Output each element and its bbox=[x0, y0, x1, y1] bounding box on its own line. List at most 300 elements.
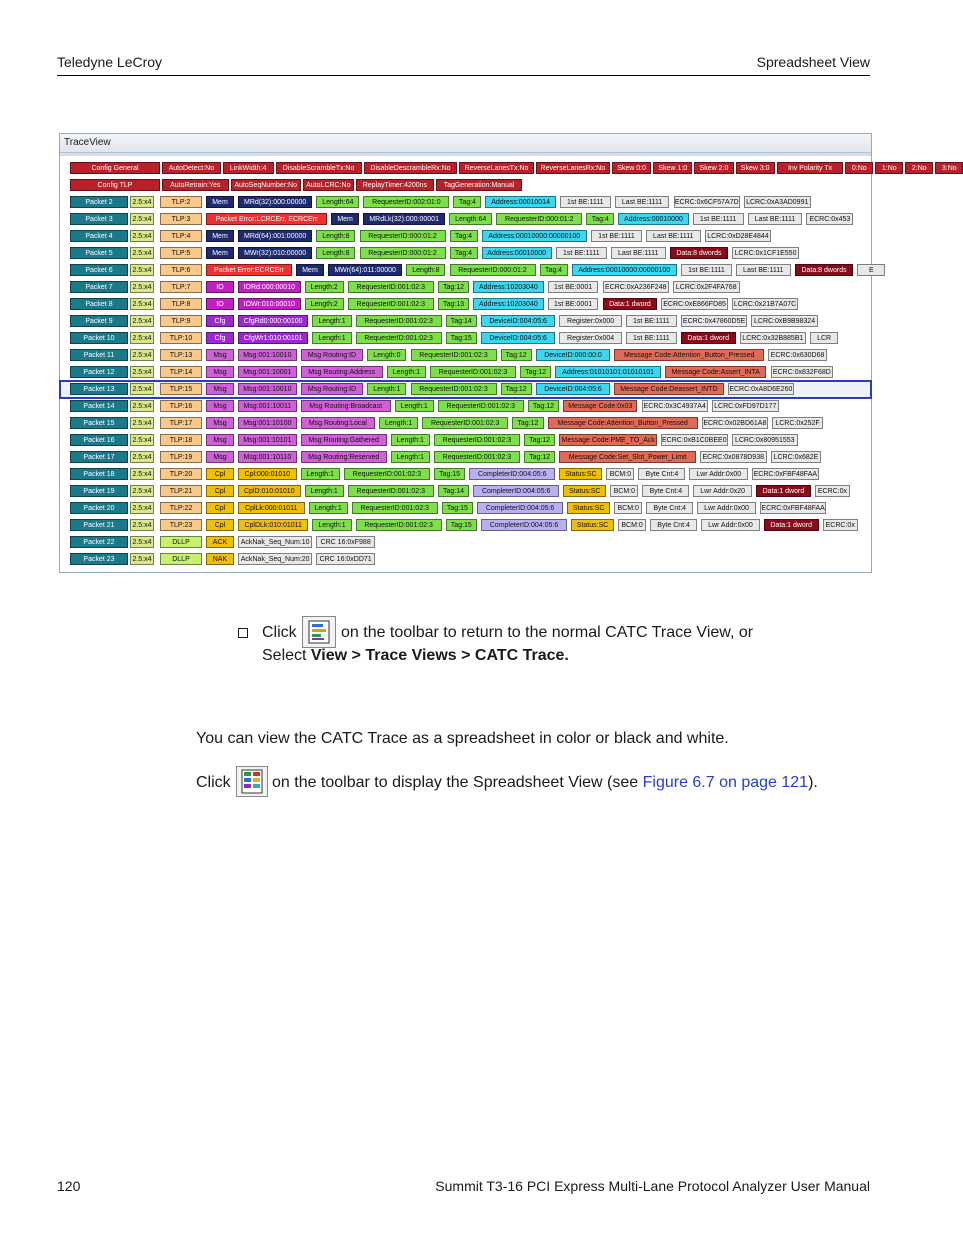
packet-type: TLP:7 bbox=[160, 281, 202, 293]
packet-field: Address:00010000 bbox=[482, 247, 552, 259]
packet-field: Tag:14 bbox=[438, 485, 469, 497]
config-cell: ReverseLanesRx:No bbox=[536, 162, 610, 174]
header-right: Spreadsheet View bbox=[756, 54, 870, 70]
packet-field: Tag:15 bbox=[434, 468, 465, 480]
packet-field: BCM:0 bbox=[614, 502, 642, 514]
body-para-2-text bbox=[272, 772, 818, 794]
packet-field: Byte Cnt:4 bbox=[650, 519, 697, 531]
packet-field: LCRC:0x80951553 bbox=[732, 434, 799, 446]
packet-field: CompleterID:004:05:6 bbox=[469, 468, 555, 480]
packet-field: AckNak_Seq_Num:10 bbox=[238, 536, 312, 548]
config-row[interactable] bbox=[60, 177, 871, 194]
packet-field: Msg bbox=[206, 349, 234, 361]
packet-field: Msg:001:10100 bbox=[238, 417, 297, 429]
packet-field: ACK bbox=[206, 536, 234, 548]
packet-field: Tag:12 bbox=[438, 281, 469, 293]
packet-speed: 2.5:x4 bbox=[130, 332, 154, 344]
packet-speed: 2.5:x4 bbox=[130, 400, 154, 412]
packet-field: DeviceID:004:05:6 bbox=[481, 332, 555, 344]
config-cell: 1:No bbox=[875, 162, 903, 174]
packet-type: TLP:4 bbox=[160, 230, 202, 242]
packet-row[interactable] bbox=[60, 296, 871, 313]
packet-speed: 2.5:x4 bbox=[130, 264, 154, 276]
config-cell: Skew 0:0 bbox=[612, 162, 651, 174]
packet-field: RequesterID:001:02:3 bbox=[411, 383, 497, 395]
packet-field: ECRC:0x bbox=[815, 485, 850, 497]
packet-field: Length:8 bbox=[316, 247, 355, 259]
packet-row[interactable] bbox=[60, 449, 871, 466]
packet-row[interactable] bbox=[60, 432, 871, 449]
packet-type: TLP:2 bbox=[160, 196, 202, 208]
packet-field: Mem bbox=[206, 230, 234, 242]
packet-type: TLP:17 bbox=[160, 417, 202, 429]
packet-field: Data:8 dwords bbox=[670, 247, 729, 259]
packet-field: Length:1 bbox=[305, 485, 344, 497]
packet-field: Tag:14 bbox=[446, 315, 477, 327]
packet-field: CRC 16:0xDD71 bbox=[316, 553, 375, 565]
packet-number: Packet 16 bbox=[70, 434, 128, 446]
packet-field: Tag:12 bbox=[501, 349, 532, 361]
packet-field: IORd:000:00010 bbox=[238, 281, 301, 293]
packet-field: Address:00010000:00000100 bbox=[572, 264, 678, 276]
packet-field: Msg Routing:Reserved bbox=[301, 451, 387, 463]
packet-field: RequesterID:001:02:3 bbox=[356, 332, 442, 344]
packet-type: TLP:6 bbox=[160, 264, 202, 276]
packet-number: Packet 22 bbox=[70, 536, 128, 548]
packet-field: BCM:0 bbox=[606, 468, 634, 480]
step-select: Select bbox=[262, 647, 311, 664]
body-para-1: You can view the CATC Trace as a spreadsheet in color or black and white. bbox=[196, 730, 729, 747]
config-cell: Skew 3:0 bbox=[736, 162, 775, 174]
packet-row[interactable] bbox=[60, 398, 871, 415]
packet-field: AckNak_Seq_Num:20 bbox=[238, 553, 312, 565]
packet-field: Msg bbox=[206, 417, 234, 429]
packet-field: E bbox=[857, 264, 885, 276]
packet-type: TLP:13 bbox=[160, 349, 202, 361]
packet-type: TLP:18 bbox=[160, 434, 202, 446]
footer-title: Summit T3-16 PCI Express Multi-Lane Protocol Analyzer User Manual bbox=[435, 1178, 870, 1194]
packet-field: Length:1 bbox=[312, 519, 351, 531]
packet-field: Msg:001:10001 bbox=[238, 366, 297, 378]
packet-field: Lwr Addr:0x00 bbox=[701, 519, 760, 531]
spreadsheet-view-icon[interactable] bbox=[236, 766, 268, 797]
packet-field: Cpl bbox=[206, 502, 234, 514]
packet-field: Length:2 bbox=[305, 298, 344, 310]
packet-speed: 2.5:x4 bbox=[130, 230, 154, 242]
config-cell: LinkWidth:4 bbox=[223, 162, 274, 174]
packet-field: Msg bbox=[206, 366, 234, 378]
config-cell: AutoRetrain:Yes bbox=[162, 179, 229, 191]
footer-page-number: 120 bbox=[57, 1178, 81, 1194]
packet-field: Lwr Addr:0x20 bbox=[693, 485, 752, 497]
packet-field: LCRC:0xFD97D177 bbox=[712, 400, 779, 412]
packet-field: Register:0x004 bbox=[559, 332, 622, 344]
body-para-2-click: Click bbox=[196, 774, 231, 791]
packet-field: Packet Error:LCRCErr, ECRCErr bbox=[206, 213, 327, 225]
config-label: Config General bbox=[70, 162, 160, 174]
packet-speed: 2.5:x4 bbox=[130, 196, 154, 208]
packet-field: Address:10203040 bbox=[473, 281, 543, 293]
config-cell: 3:No bbox=[935, 162, 963, 174]
packet-field: RequesterID:001:02:3 bbox=[422, 417, 508, 429]
config-cell: DisableDescrambleRx:No bbox=[364, 162, 458, 174]
packet-type: TLP:21 bbox=[160, 485, 202, 497]
packet-field: RequesterID:001:02:3 bbox=[411, 349, 497, 361]
packet-field: Tag:12 bbox=[524, 451, 555, 463]
packet-field: Data:1 dword bbox=[756, 485, 811, 497]
packet-number: Packet 2 bbox=[70, 196, 128, 208]
config-cell: ReplayTimer:4200ns bbox=[356, 179, 434, 191]
packet-number: Packet 19 bbox=[70, 485, 128, 497]
packet-speed: 2.5:x4 bbox=[130, 417, 154, 429]
trace-grid bbox=[60, 156, 957, 572]
packet-field: Msg bbox=[206, 383, 234, 395]
packet-field: Message Code:Assert_INTA bbox=[665, 366, 767, 378]
packet-row[interactable] bbox=[60, 245, 871, 262]
packet-row[interactable] bbox=[60, 483, 871, 500]
packet-field: CompleterID:004:05:6 bbox=[477, 502, 563, 514]
packet-field: RequesterID:001:02:3 bbox=[348, 281, 434, 293]
packet-field: Length:64 bbox=[316, 196, 359, 208]
packet-field: Last BE:1111 bbox=[748, 213, 803, 225]
packet-type: TLP:10 bbox=[160, 332, 202, 344]
packet-field: 1st BE:1111 bbox=[556, 247, 607, 259]
packet-field: Data:8 dwords bbox=[795, 264, 854, 276]
packet-field: IO bbox=[206, 298, 234, 310]
packet-field: Byte Cnt:4 bbox=[646, 502, 693, 514]
packet-field: Status:SC bbox=[559, 468, 602, 480]
packet-field: Msg Routing:Broadcast bbox=[301, 400, 391, 412]
packet-number: Packet 13 bbox=[70, 383, 128, 395]
packet-field: Message Code:Set_Slot_Power_Limit bbox=[559, 451, 696, 463]
packet-field: Status:SC bbox=[563, 485, 606, 497]
config-cell: Skew 2:0 bbox=[694, 162, 733, 174]
packet-field: Message Code:0x03 bbox=[563, 400, 637, 412]
packet-field: RequesterID:001:02:3 bbox=[434, 451, 520, 463]
packet-field: CRC 16:0xF988 bbox=[316, 536, 375, 548]
config-cell: 0:No bbox=[845, 162, 873, 174]
packet-number: Packet 20 bbox=[70, 502, 128, 514]
config-cell: AutoDetect:No bbox=[162, 162, 221, 174]
packet-field: Length:8 bbox=[316, 230, 355, 242]
packet-field: RequesterID:001:02:3 bbox=[352, 502, 438, 514]
packet-number: Packet 3 bbox=[70, 213, 128, 225]
packet-field: DeviceID:004:05:6 bbox=[481, 315, 555, 327]
packet-field: Length:1 bbox=[312, 315, 351, 327]
packet-field: Data:1 dword bbox=[764, 519, 819, 531]
packet-field: Length:1 bbox=[301, 468, 340, 480]
packet-field: Mem bbox=[331, 213, 359, 225]
packet-field: ECRC:0x bbox=[823, 519, 858, 531]
figure-link[interactable]: Figure 6.7 on page 121 bbox=[642, 774, 809, 791]
step-line2 bbox=[262, 645, 569, 667]
packet-row[interactable] bbox=[60, 262, 874, 279]
packet-row[interactable] bbox=[60, 415, 871, 432]
packet-speed: 2.5:x4 bbox=[130, 281, 154, 293]
packet-field: LCRC:0xD28E4844 bbox=[705, 230, 772, 242]
packet-field: Tag:12 bbox=[524, 434, 555, 446]
packet-field: RequesterID:000:01:2 bbox=[496, 213, 582, 225]
packet-speed: 2.5:x4 bbox=[130, 366, 154, 378]
packet-field: Length:64 bbox=[449, 213, 492, 225]
packet-speed: 2.5:x4 bbox=[130, 519, 154, 531]
packet-type: TLP:20 bbox=[160, 468, 202, 480]
packet-field: Mem bbox=[296, 264, 324, 276]
packet-type: TLP:22 bbox=[160, 502, 202, 514]
packet-field: Last BE:1111 bbox=[736, 264, 791, 276]
packet-field: Lwr Addr:0x00 bbox=[689, 468, 748, 480]
packet-row[interactable] bbox=[60, 534, 871, 551]
packet-field: Address:00010000:00000100 bbox=[482, 230, 588, 242]
packet-field: Mem bbox=[206, 247, 234, 259]
packet-row[interactable] bbox=[60, 551, 871, 568]
packet-type: TLP:16 bbox=[160, 400, 202, 412]
packet-field: Length:8 bbox=[406, 264, 445, 276]
packet-row[interactable] bbox=[60, 381, 871, 398]
packet-row[interactable] bbox=[60, 279, 871, 296]
packet-field: CompleterID:004:05:6 bbox=[481, 519, 567, 531]
packet-field: Last BE:1111 bbox=[646, 230, 701, 242]
packet-field: Tag:4 bbox=[586, 213, 614, 225]
config-cell: TagGeneration:Manual bbox=[436, 179, 522, 191]
packet-field: LCR bbox=[810, 332, 838, 344]
packet-field: Tag:12 bbox=[528, 400, 559, 412]
packet-field: ECRC:0x0878D938 bbox=[700, 451, 767, 463]
packet-row[interactable] bbox=[60, 517, 871, 534]
packet-field: Msg bbox=[206, 434, 234, 446]
packet-field: Packet Error:ECRCErr bbox=[206, 264, 292, 276]
packet-number: Packet 17 bbox=[70, 451, 128, 463]
packet-field: Tag:15 bbox=[446, 519, 477, 531]
packet-field: Length:1 bbox=[391, 451, 430, 463]
packet-field: ECRC:0xE866FD85 bbox=[661, 298, 728, 310]
packet-number: Packet 9 bbox=[70, 315, 128, 327]
packet-field: Msg:001:10101 bbox=[238, 434, 297, 446]
packet-field: RequesterID:001:02:3 bbox=[344, 468, 430, 480]
step-click: Click bbox=[262, 624, 297, 641]
packet-number: Packet 23 bbox=[70, 553, 128, 565]
packet-field: Tag:4 bbox=[450, 230, 478, 242]
packet-field: RequesterID:001:02:3 bbox=[438, 400, 524, 412]
config-cell: 2:No bbox=[905, 162, 933, 174]
packet-speed: 2.5:x4 bbox=[130, 383, 154, 395]
packet-field: CplLk:000:01011 bbox=[238, 502, 305, 514]
packet-field: LCRC:0xA3AD0991 bbox=[744, 196, 811, 208]
packet-type: TLP:8 bbox=[160, 298, 202, 310]
packet-number: Packet 7 bbox=[70, 281, 128, 293]
packet-field: Tag:4 bbox=[450, 247, 478, 259]
packet-field: ECRC:0x3C4937A4 bbox=[642, 400, 709, 412]
packet-field: ECRC:0x6CF57A7D bbox=[674, 196, 741, 208]
config-cell: Skew 1:0 bbox=[653, 162, 692, 174]
packet-field: Cpl bbox=[206, 468, 234, 480]
packet-field: CplD:010:01010 bbox=[238, 485, 301, 497]
packet-field: ECRC:0x453 bbox=[806, 213, 853, 225]
body-para-2-mid: on the toolbar to display the Spreadsheet View (see bbox=[272, 774, 643, 791]
packet-field: Msg:001:10010 bbox=[238, 349, 297, 361]
packet-field: 1st BE:1111 bbox=[681, 264, 732, 276]
bullet-checkbox bbox=[238, 628, 248, 638]
packet-field: Data:1 dword bbox=[681, 332, 736, 344]
packet-field: Last BE:1111 bbox=[611, 247, 666, 259]
packet-field: Length:1 bbox=[367, 383, 406, 395]
packet-row[interactable] bbox=[60, 500, 871, 517]
packet-field: Register:0x000 bbox=[559, 315, 622, 327]
packet-field: Length:1 bbox=[312, 332, 351, 344]
packet-type: TLP:9 bbox=[160, 315, 202, 327]
packet-speed: 2.5:x4 bbox=[130, 315, 154, 327]
config-cell: DisableScrambleTx:No bbox=[276, 162, 362, 174]
packet-type: DLLP bbox=[160, 553, 202, 565]
packet-field: CfgWr1:010:00101 bbox=[238, 332, 308, 344]
packet-field: Tag:4 bbox=[453, 196, 481, 208]
packet-field: Tag:15 bbox=[446, 332, 477, 344]
packet-field: Length:1 bbox=[309, 502, 348, 514]
packet-field: Cfg bbox=[206, 315, 234, 327]
packet-field: RequesterID:001:02:3 bbox=[348, 485, 434, 497]
traceview-title: TraceView bbox=[60, 134, 871, 153]
packet-field: 1st BE:1111 bbox=[626, 315, 677, 327]
packet-field: Msg:001:10010 bbox=[238, 383, 297, 395]
header-left: Teledyne LeCroy bbox=[57, 54, 163, 70]
packet-field: DeviceID:004:05:6 bbox=[536, 383, 610, 395]
packet-number: Packet 12 bbox=[70, 366, 128, 378]
packet-field: ECRC:0x630D68 bbox=[768, 349, 827, 361]
packet-number: Packet 14 bbox=[70, 400, 128, 412]
packet-field: ECRC:0x832F68D bbox=[771, 366, 834, 378]
packet-speed: 2.5:x4 bbox=[130, 213, 154, 225]
packet-speed: 2.5:x4 bbox=[130, 298, 154, 310]
packet-field: Msg bbox=[206, 400, 234, 412]
traceview-screenshot bbox=[59, 133, 957, 573]
packet-field: Length:2 bbox=[305, 281, 344, 293]
packet-speed: 2.5:x4 bbox=[130, 451, 154, 463]
config-cell: Inv Polarity Tx bbox=[777, 162, 844, 174]
packet-speed: 2.5:x4 bbox=[130, 485, 154, 497]
packet-field: Length:0 bbox=[367, 349, 406, 361]
packet-field: ECRC:0x02BD61A8 bbox=[702, 417, 769, 429]
packet-field: Cpl:000:01010 bbox=[238, 468, 297, 480]
packet-type: DLLP bbox=[160, 536, 202, 548]
packet-field: IOWr:010:00010 bbox=[238, 298, 301, 310]
packet-number: Packet 4 bbox=[70, 230, 128, 242]
packet-field: Message Code:Attention_Button_Pressed bbox=[614, 349, 764, 361]
packet-number: Packet 11 bbox=[70, 349, 128, 361]
packet-row[interactable] bbox=[60, 330, 871, 347]
catc-trace-view-icon[interactable] bbox=[302, 616, 336, 648]
packet-field: 1st BE:1111 bbox=[560, 196, 611, 208]
packet-field: RequesterID:001:02:3 bbox=[356, 519, 442, 531]
packet-speed: 2.5:x4 bbox=[130, 553, 154, 565]
packet-field: ECRC:0xA236F248 bbox=[603, 281, 670, 293]
packet-type: TLP:23 bbox=[160, 519, 202, 531]
packet-field: Message Code:PME_TO_Ack bbox=[559, 434, 657, 446]
packet-field: RequesterID:001:02:3 bbox=[348, 298, 434, 310]
packet-number: Packet 10 bbox=[70, 332, 128, 344]
packet-row[interactable] bbox=[60, 347, 871, 364]
packet-field: 1st BE:0001 bbox=[548, 281, 599, 293]
packet-field: LCRC:0x252F bbox=[772, 417, 823, 429]
config-row[interactable] bbox=[60, 160, 957, 177]
packet-field: Message Code:Attention_Button_Pressed bbox=[548, 417, 698, 429]
config-label: Config TLP bbox=[70, 179, 160, 191]
packet-field: Msg:001:10110 bbox=[238, 451, 297, 463]
packet-field: Byte Cnt:4 bbox=[642, 485, 689, 497]
packet-field: MRd(64):001:00000 bbox=[238, 230, 312, 242]
packet-speed: 2.5:x4 bbox=[130, 502, 154, 514]
packet-field: Status:SC bbox=[571, 519, 614, 531]
step-menu-path: View > Trace Views > CATC Trace. bbox=[310, 647, 569, 664]
packet-field: RequesterID:001:02:3 bbox=[356, 315, 442, 327]
step-text-1: on the toolbar to return to the normal CATC Trace View, or bbox=[341, 624, 754, 641]
packet-number: Packet 8 bbox=[70, 298, 128, 310]
packet-field: LCRC:0xB9B98324 bbox=[751, 315, 818, 327]
packet-field: RequesterID:000:01:2 bbox=[360, 230, 446, 242]
packet-field: Lwr Addr:0x00 bbox=[697, 502, 756, 514]
config-cell: ReverseLanesTx:No bbox=[459, 162, 533, 174]
packet-field: BCM:0 bbox=[610, 485, 638, 497]
packet-row[interactable] bbox=[60, 466, 871, 483]
packet-field: LCRC:0x21B7A07C bbox=[732, 298, 799, 310]
packet-field: Address:10203040 bbox=[473, 298, 543, 310]
packet-field: MWr(32):010:00000 bbox=[238, 247, 312, 259]
packet-number: Packet 21 bbox=[70, 519, 128, 531]
packet-field: MRdLk(32):000:00001 bbox=[363, 213, 445, 225]
packet-field: Last BE:1111 bbox=[615, 196, 670, 208]
packet-field: Tag:4 bbox=[540, 264, 568, 276]
packet-field: RequesterID:000:01:2 bbox=[360, 247, 446, 259]
packet-speed: 2.5:x4 bbox=[130, 434, 154, 446]
packet-field: Mem bbox=[206, 196, 234, 208]
packet-field: Cfg bbox=[206, 332, 234, 344]
packet-field: RequesterID:001:02:3 bbox=[430, 366, 516, 378]
packet-field: 1st BE:0001 bbox=[548, 298, 599, 310]
packet-field: Address:00010014 bbox=[485, 196, 555, 208]
packet-row[interactable] bbox=[60, 211, 871, 228]
packet-field: Msg bbox=[206, 451, 234, 463]
packet-row[interactable] bbox=[60, 194, 871, 211]
packet-field: Length:1 bbox=[387, 366, 426, 378]
packet-field: BCM:0 bbox=[618, 519, 646, 531]
packet-row[interactable] bbox=[60, 364, 871, 381]
packet-field: ECRC:0x47860D5E bbox=[681, 315, 748, 327]
packet-field: ECRC:0xA8D6E260 bbox=[728, 383, 795, 395]
packet-field: Msg:001:10011 bbox=[238, 400, 297, 412]
packet-field: Length:1 bbox=[379, 417, 418, 429]
packet-field: Address:00010000 bbox=[618, 213, 688, 225]
packet-field: Tag:15 bbox=[442, 502, 473, 514]
packet-field: Address:01010101:01010101 bbox=[555, 366, 661, 378]
packet-speed: 2.5:x4 bbox=[130, 536, 154, 548]
packet-field: 1st BE:1111 bbox=[591, 230, 642, 242]
header-rule bbox=[57, 75, 870, 76]
packet-row[interactable] bbox=[60, 228, 871, 245]
packet-field: Tag:13 bbox=[438, 298, 469, 310]
packet-field: Msg Routing:ID bbox=[301, 383, 364, 395]
packet-type: TLP:14 bbox=[160, 366, 202, 378]
packet-field: Cpl bbox=[206, 485, 234, 497]
packet-field: Tag:12 bbox=[512, 417, 543, 429]
packet-row[interactable] bbox=[60, 313, 871, 330]
packet-type: TLP:15 bbox=[160, 383, 202, 395]
packet-field: MWr(64):011:00000 bbox=[328, 264, 402, 276]
packet-number: Packet 15 bbox=[70, 417, 128, 429]
packet-field: Length:1 bbox=[391, 434, 430, 446]
packet-field: CplDLk:010:01011 bbox=[238, 519, 308, 531]
packet-field: Status:SC bbox=[567, 502, 610, 514]
packet-speed: 2.5:x4 bbox=[130, 247, 154, 259]
packet-speed: 2.5:x4 bbox=[130, 349, 154, 361]
